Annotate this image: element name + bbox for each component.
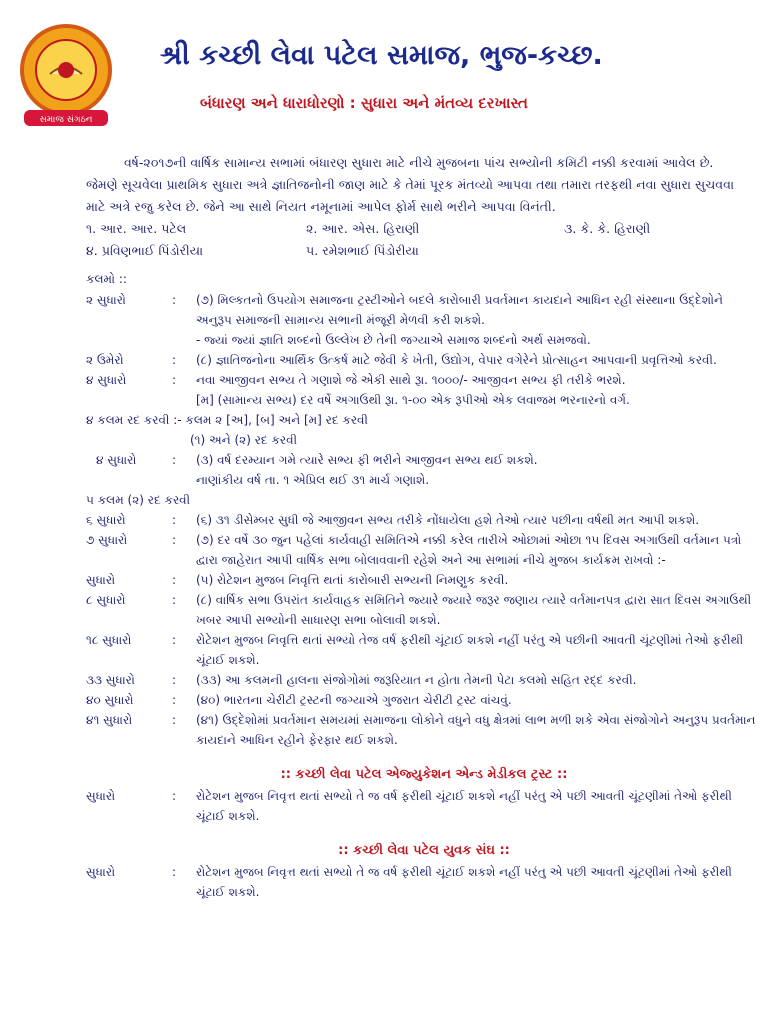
amendment-text: (૮) જ્ઞાતિજનોના આર્થિક ઉત્કર્ષ માટે જેવી કે ખેતી, ઉદ્યોગ, વેપાર વગેરેને પ્રોત્સાહન આપવાની પ્રવૃત્તિઓ કરવી. bbox=[196, 353, 717, 367]
amendment-row bbox=[86, 690, 762, 710]
amendment-sep: : bbox=[172, 293, 177, 307]
amendment-row bbox=[86, 290, 762, 330]
trust-amendment-row bbox=[86, 786, 762, 826]
amendment-sep: : bbox=[172, 865, 177, 879]
amendment-label bbox=[86, 330, 172, 350]
amendment-row bbox=[86, 710, 762, 750]
svg-text:સમાજ સંગઠન: સમાજ સંગઠન bbox=[39, 115, 93, 125]
amendment-sep: : bbox=[172, 593, 177, 607]
amendment-sep: : bbox=[172, 693, 177, 707]
rad-line-3: ૫ કલમ (૨) રદ કરવી bbox=[86, 493, 191, 507]
amendment-row bbox=[86, 470, 762, 490]
member-1: ૧. આર. આર. પટેલ bbox=[86, 221, 187, 236]
amendment-row bbox=[86, 390, 762, 410]
amendment-row bbox=[86, 330, 762, 350]
amendment-label: સુધારો bbox=[86, 865, 116, 879]
page-subtitle: બંધારણ અને ધારાધોરણો : સુધારા અને મંતવ્ય દરખાસ્ત bbox=[200, 94, 528, 112]
member-5: ૫. રમેશભાઈ પિંડોરીયા bbox=[306, 243, 419, 258]
amendment-text: રોટેશન મુજબ નિવૃત્ત થતાં સભ્યો તે જ વર્ષ ફરીથી ચૂંટાઈ શકશે નહીં પરંતુ એ પછી આવતી ચૂંટણીમાં તેઓ ફરીથી ચૂંટાઈ શકશે. bbox=[196, 789, 732, 823]
amendment-row bbox=[86, 450, 762, 470]
amendment-label: ૩૩ સુધારો bbox=[86, 673, 135, 687]
amendment-sep: : bbox=[172, 789, 177, 803]
amendment-label: ૬ સુધારો bbox=[86, 513, 126, 527]
amendment-row bbox=[86, 350, 762, 370]
amendment-text: (૭) મિલ્કતનો ઉપયોગ સમાજના ટ્રસ્ટીઓને બદલે કારોબારી પ્રવર્તમાન કાયદાને આધિન રહી સંસ્થાના ઉદ્દેશોને અનુરૂપ સમાજની સામાન્ય સભાની મંજૂરી મેળવી કરી શકશે. bbox=[196, 293, 723, 327]
amendments-section bbox=[86, 268, 762, 902]
trust-heading: :: કચ્છી લેવા પટેલ એજ્યુકેશન એન્ડ મેડીકલ ટ્રસ્ટ :: bbox=[280, 767, 568, 782]
amendment-sep: : bbox=[172, 713, 177, 727]
amendment-sep bbox=[172, 330, 196, 350]
amendment-sep: : bbox=[172, 453, 177, 467]
amendment-row bbox=[86, 670, 762, 690]
page-title: શ્રી કચ્છી લેવા પટેલ સમાજ, ભુજ-કચ્છ. bbox=[160, 40, 603, 71]
amendment-label: ૨ સુધારો bbox=[86, 293, 126, 307]
amendment-label bbox=[86, 390, 172, 410]
amendment-label: ૪ સુધારો bbox=[86, 373, 127, 387]
amendment-text: (૫) રોટેશન મુજબ નિવૃત્તિ થતાં કારોબારી સભ્યની નિમણુક કરવી. bbox=[196, 573, 509, 587]
amendment-row bbox=[86, 370, 762, 390]
amendment-sep bbox=[172, 390, 196, 410]
amendment-label: ૪૧ સુધારો bbox=[86, 713, 133, 727]
committee-members bbox=[86, 218, 736, 262]
amendment-text: (૩૩) આ કલમની હાલના સંજોગોમાં જરૂરિયાત ન હોતા તેમની પેટા કલમો સહિત રદ્દ કરવી. bbox=[196, 673, 637, 687]
amendment-sep: : bbox=[172, 573, 177, 587]
amendment-label: ૧૮ સુધારો bbox=[86, 633, 132, 647]
amendment-label: સુધારો bbox=[86, 573, 116, 587]
amendment-text: - જ્યાં જ્યાં જ્ઞાતિ શબ્દનો ઉલ્લેખ છે તેની જગ્યાએ સમાજ શબ્દનો અર્થ સમજવો. bbox=[196, 333, 591, 347]
amendment-label: સુધારો bbox=[86, 789, 116, 803]
amendment-row bbox=[86, 630, 762, 670]
amendment-sep: : bbox=[172, 373, 177, 387]
amendment-sep: : bbox=[172, 353, 177, 367]
amendment-row bbox=[86, 530, 762, 570]
yuvak-heading: :: કચ્છી લેવા પટેલ યુવક સંઘ :: bbox=[338, 843, 510, 858]
amendment-text: નવા આજીવન સભ્ય તે ગણાશે જે એકી સાથે રૂા. ૧૦૦૦/- આજીવન સભ્ય ફી તરીકે ભરશે. bbox=[196, 373, 626, 387]
yuvak-amendment-row bbox=[86, 862, 762, 902]
member-2: ૨. આર. એસ. હિરાણી bbox=[306, 221, 420, 236]
amendment-text: (૪૧) ઉદ્દેશોમાં પ્રવર્તમાન સમયમાં સમાજના લોકોને વધુને વધુ ક્ષેત્રમાં લાભ મળી શકે એવા સંજોગોને અનુરૂપ પ્રવર્તમાન કાયદાને આધિન રહીને ફેરફાર થઈ શકશે. bbox=[196, 713, 756, 747]
amendment-text: [મ] (સામાન્ય સભ્ય) દર વર્ષે અગાઉથી રૂા. ૧-૦૦ એક રૂપીઓ એક લવાજમ ભરનારનો વર્ગ. bbox=[196, 393, 630, 407]
amendment-text: રોટેશન મુજબ નિવૃત્તિ થતાં સભ્યો તેજ વર્ષ ફરીથી ચૂંટાઈ શકશે નહીં પરંતુ એ પછીની આવતી ચૂંટણીમાં તેઓ ફરીથી ચૂંટાઈ શકશે. bbox=[196, 633, 744, 667]
intro-paragraph: વર્ષ-૨૦૧૭ની વાર્ષિક સામાન્ય સભામાં બંધારણ સુધારા માટે નીચે મુજબના પાંચ સભ્યોની કમિટી નક્કી કરવામાં આવેલ છે. જેમણે સૂચવેલા પ્રાથમિક સુધારા અત્રે જ્ઞાતિજનોની જાણ માટે કે તેમાં પૂરક મંતવ્યો આપવા તથા તમારા તરફથી નવા સુધારા સુચવવા માટે અત્રે રજુ કરેલ છે. જેને આ સાથે નિયત નમૂનામાં આપેલ ફોર્મ સાથે ભરીને આપવા વિનંતી. bbox=[86, 155, 735, 214]
amendment-sep bbox=[172, 470, 196, 490]
society-logo bbox=[10, 20, 122, 132]
amendment-label: ૨ ઉમેરો bbox=[86, 353, 124, 367]
intro-section bbox=[86, 152, 736, 262]
amendment-row bbox=[86, 590, 762, 630]
amendment-label: ૮ સુધારો bbox=[86, 593, 126, 607]
kalamo-heading: કલમો :: bbox=[86, 272, 127, 286]
amendment-label: ૪ સુધારો bbox=[96, 453, 137, 467]
member-4: ૪. પ્રવિણભાઈ પિંડોરીયા bbox=[86, 243, 204, 258]
amendment-sep: : bbox=[172, 673, 177, 687]
amendment-label bbox=[86, 470, 172, 490]
amendment-sep: : bbox=[172, 533, 177, 547]
amendment-text: નાણાંકીય વર્ષ તા. ૧ એપ્રિલ થઈ ૩૧ માર્ચ ગણાશે. bbox=[196, 473, 430, 487]
amendment-label: ૪૦ સુધારો bbox=[86, 693, 134, 707]
amendment-text: રોટેશન મુજબ નિવૃત્ત થતાં સભ્યો તે જ વર્ષ ફરીથી ચૂંટાઈ શકશે નહીં પરંતુ એ પછી આવતી ચૂંટણીમાં તેઓ ફરીથી ચૂંટાઈ શકશે. bbox=[196, 865, 732, 899]
amendment-label: ૭ સુધારો bbox=[86, 533, 128, 547]
amendment-text: (૬) ૩૧ ડીસેમ્બર સુધી જે આજીવન સભ્ય તરીકે નોંધાયેલા હશે તેઓ ત્યાર પછીના વર્ષથી મત આપી શકશે. bbox=[196, 513, 700, 527]
amendment-text: (૩) વર્ષ દરમ્યાન ગમે ત્યારે સભ્ય ફી ભરીને આજીવન સભ્ય થઈ શકશે. bbox=[196, 453, 538, 467]
rad-line-1: ૪ કલમ રદ કરવી :- કલમ ૨ [અ], [બ] અને [મ] રદ કરવી bbox=[86, 413, 368, 427]
amendment-row bbox=[86, 510, 762, 530]
amendment-sep: : bbox=[172, 513, 177, 527]
amendment-text: (૮) વાર્ષિક સભા ઉપરાંત કાર્યવાહક સમિતિને જ્યારે જ્યારે જરૂર જણાય ત્યારે વર્તમાનપત્ર દ્વારા સાત દિવસ અગાઉથી ખબર આપી સભ્યોની સાધારણ સભા બોલાવી શકશે. bbox=[196, 593, 752, 627]
amendment-sep: : bbox=[172, 633, 177, 647]
amendment-row bbox=[86, 570, 762, 590]
amendment-text: (૪૦) ભારતના ચેરીટી ટ્રસ્ટની જગ્યાએ ગુજરાત ચેરીટી ટ્રસ્ટ વાંચવું. bbox=[196, 693, 512, 707]
member-3: ૩. કે. કે. હિરાણી bbox=[564, 221, 651, 236]
amendment-text: (૭) દર વર્ષે ૩૦ જુન પહેલાં કાર્યવાહી સમિતિએ નક્કી કરેલ તારીખે ઓછામાં ઓછા ૧૫ દિવસ અગાઉથી વર્તમાન પત્રો દ્વારા જાહેરાત આપી વાર્ષિક સભા બોલાવવાની રહેશે અને આ સભામાં નીચે મુજબ કાર્યક્રમ રાખવો :- bbox=[196, 533, 742, 567]
rad-line-2: (૧) અને (૨) રદ કરવી bbox=[190, 433, 298, 447]
